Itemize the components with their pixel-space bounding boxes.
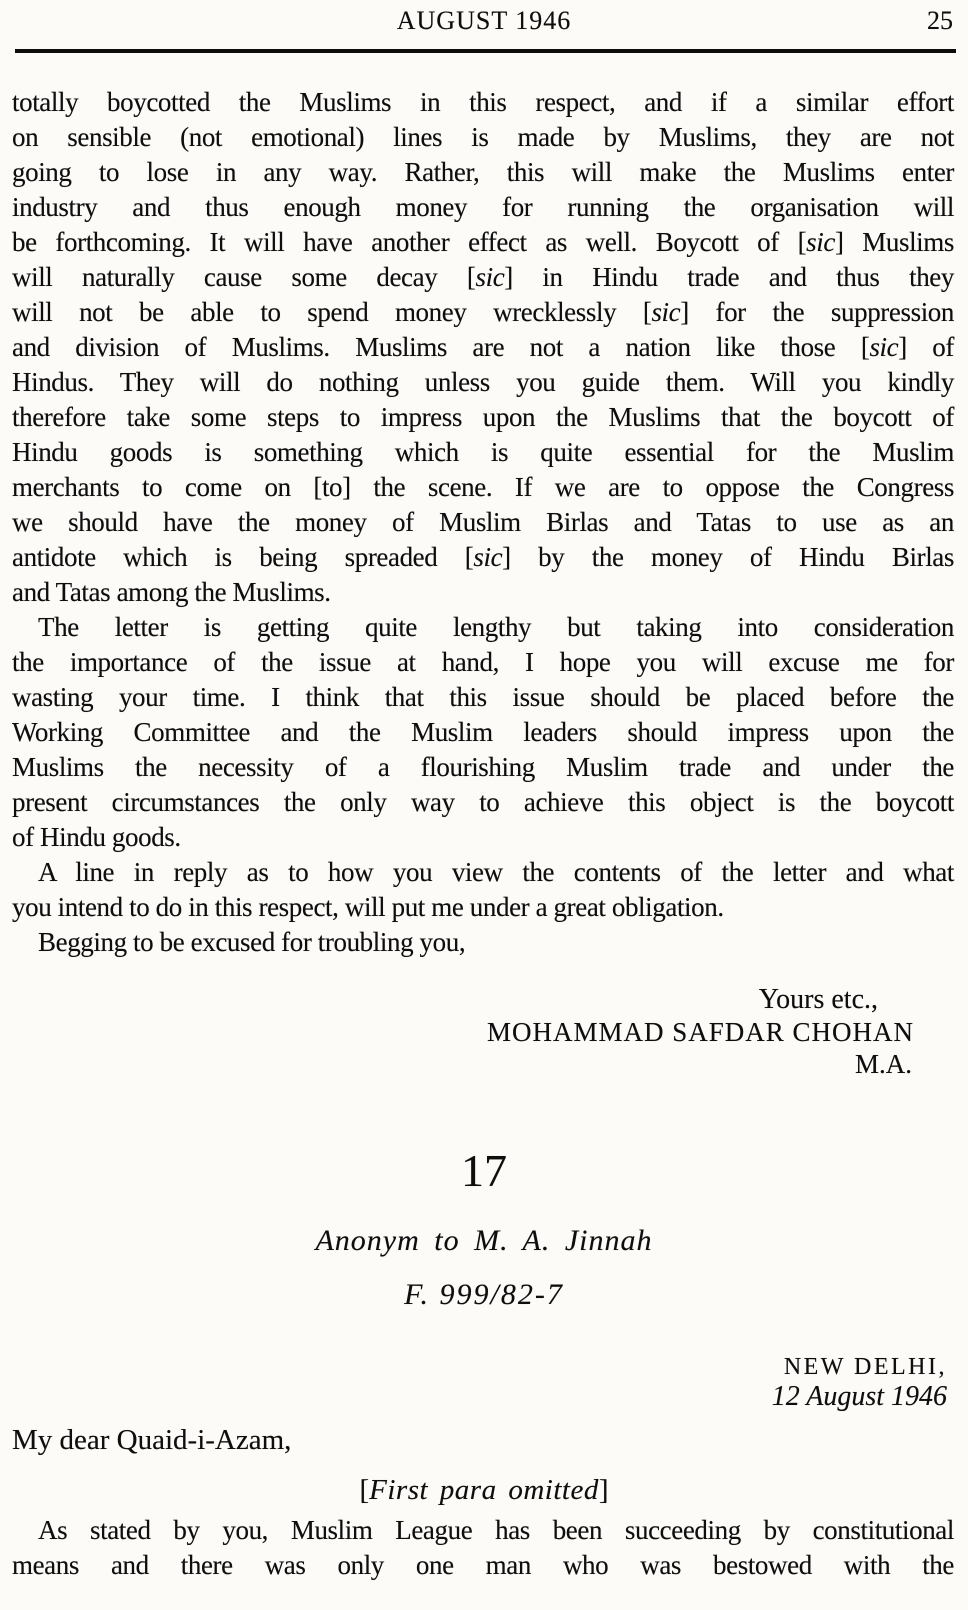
italic-text-run: sic xyxy=(806,227,835,257)
italic-text-run: sic xyxy=(651,297,681,327)
text-line xyxy=(12,155,954,190)
text-run: ] for the suppression xyxy=(680,297,954,327)
text-line xyxy=(12,610,954,645)
text-run: will naturally cause some decay [ xyxy=(12,262,476,292)
text-line xyxy=(12,715,954,750)
text-line xyxy=(12,750,954,785)
text-run: antidote which is being spreaded [ xyxy=(12,542,474,572)
text-run: industry and thus enough money for running the organisation will xyxy=(12,192,954,222)
text-run: will not be able to spend money wrecklessly [ xyxy=(12,297,652,327)
text-line xyxy=(12,260,954,295)
text-line xyxy=(12,470,954,505)
header-rule xyxy=(15,49,956,53)
text-line xyxy=(12,820,954,855)
place-line: NEW DELHI, xyxy=(783,1354,947,1380)
text-run: the importance of the issue at hand, I hope you will excuse me for xyxy=(12,647,954,677)
paragraph xyxy=(12,610,954,855)
text-run: present circumstances the only way to achieve this object is the boycott xyxy=(12,787,954,817)
text-line xyxy=(12,295,954,330)
text-line xyxy=(12,1548,954,1583)
text-run: The letter is getting quite lengthy but taking into consideration xyxy=(38,612,954,642)
text-line xyxy=(12,925,954,960)
text-line xyxy=(12,435,954,470)
text-run: Muslims the necessity of a flourishing Muslim trade and under the xyxy=(12,752,954,782)
text-run: ] xyxy=(598,1474,609,1506)
document-file-reference: F. 999/82-7 xyxy=(404,1278,564,1311)
text-line xyxy=(12,855,954,890)
italic-text-run: First para omitted xyxy=(369,1474,599,1506)
paragraph xyxy=(12,1513,954,1583)
text-run: Begging to be excused for troubling you, xyxy=(38,927,466,957)
paragraph xyxy=(12,925,954,960)
text-run: ] of xyxy=(898,332,954,362)
text-run: ] by the money of Hindu Birlas xyxy=(502,542,955,572)
text-line xyxy=(12,575,954,610)
text-run: ] in Hindu trade and thus they xyxy=(504,262,954,292)
text-run: and division of Muslims. Muslims are not a nation like those [ xyxy=(12,332,870,362)
dateline xyxy=(0,1352,947,1412)
italic-text-run: sic xyxy=(869,332,899,362)
text-run: and Tatas among the Muslims. xyxy=(12,577,331,607)
text-line xyxy=(12,400,954,435)
valediction: Yours etc., xyxy=(758,984,878,1015)
text-run: going to lose in any way. Rather, this will make the Muslims enter xyxy=(12,157,954,187)
text-run: means and there was only one man who was bestowed with the xyxy=(12,1550,954,1580)
date-line: 12 August 1946 xyxy=(771,1381,947,1412)
salutation: My dear Quaid-i-Azam, xyxy=(12,1424,292,1456)
text-line xyxy=(12,680,954,715)
text-line xyxy=(12,365,954,400)
text-run: of Hindu goods. xyxy=(12,822,181,852)
text-line xyxy=(12,190,954,225)
italic-text-run: sic xyxy=(473,542,503,572)
text-line xyxy=(12,890,954,925)
editorial-note xyxy=(0,1472,968,1508)
text-line xyxy=(12,85,954,120)
italic-text-run: sic xyxy=(475,262,505,292)
text-line xyxy=(12,785,954,820)
text-line xyxy=(12,225,954,260)
text-run: ] Muslims xyxy=(834,227,954,257)
text-run: therefore take some steps to impress upon the Muslims that the boycott of xyxy=(12,402,954,432)
text-run: Hindus. They will do nothing unless you guide them. Will you kindly xyxy=(12,367,954,397)
text-line xyxy=(12,645,954,680)
text-run: you intend to do in this respect, will put me under a great obligation. xyxy=(12,892,724,922)
paragraph xyxy=(12,855,954,925)
page-number: 25 xyxy=(927,6,953,35)
text-run: As stated by you, Muslim League has been succeeding by constitutional xyxy=(38,1515,954,1545)
text-run: [ xyxy=(359,1474,370,1506)
text-line xyxy=(12,120,954,155)
text-run: we should have the money of Muslim Birlas and Tatas to use as an xyxy=(12,507,954,537)
letter-continuation-body xyxy=(12,85,954,960)
text-run: Working Committee and the Muslim leaders should impress upon the xyxy=(12,717,954,747)
text-run: Hindu goods is something which is quite essential for the Muslim xyxy=(12,437,954,467)
signatory-degree: M.A. xyxy=(854,1049,912,1079)
text-line xyxy=(12,540,954,575)
text-run: wasting your time. I think that this issue should be placed before the xyxy=(12,682,954,712)
text-run: totally boycotted the Muslims in this respect, and if a similar effort xyxy=(12,87,954,117)
text-line xyxy=(12,1513,954,1548)
document-title: Anonym to M. A. Jinnah xyxy=(315,1224,653,1257)
document-number: 17 xyxy=(461,1145,507,1196)
paragraph xyxy=(12,85,954,610)
text-line xyxy=(12,505,954,540)
text-line xyxy=(12,330,954,365)
letter-17-body xyxy=(12,1513,954,1583)
signatory-name: MOHAMMAD SAFDAR CHOHAN xyxy=(486,1017,914,1047)
running-head xyxy=(0,0,968,36)
text-run: be forthcoming. It will have another effect as well. Boycott of [ xyxy=(12,227,807,257)
text-run: A line in reply as to how you view the contents of the letter and what xyxy=(38,857,954,887)
text-run: merchants to come on [to] the scene. If we are to oppose the Congress xyxy=(12,472,954,502)
text-run: on sensible (not emotional) lines is made by Muslims, they are not xyxy=(12,122,954,152)
running-head-title: AUGUST 1946 xyxy=(396,6,572,35)
letter-closing xyxy=(0,984,954,1080)
